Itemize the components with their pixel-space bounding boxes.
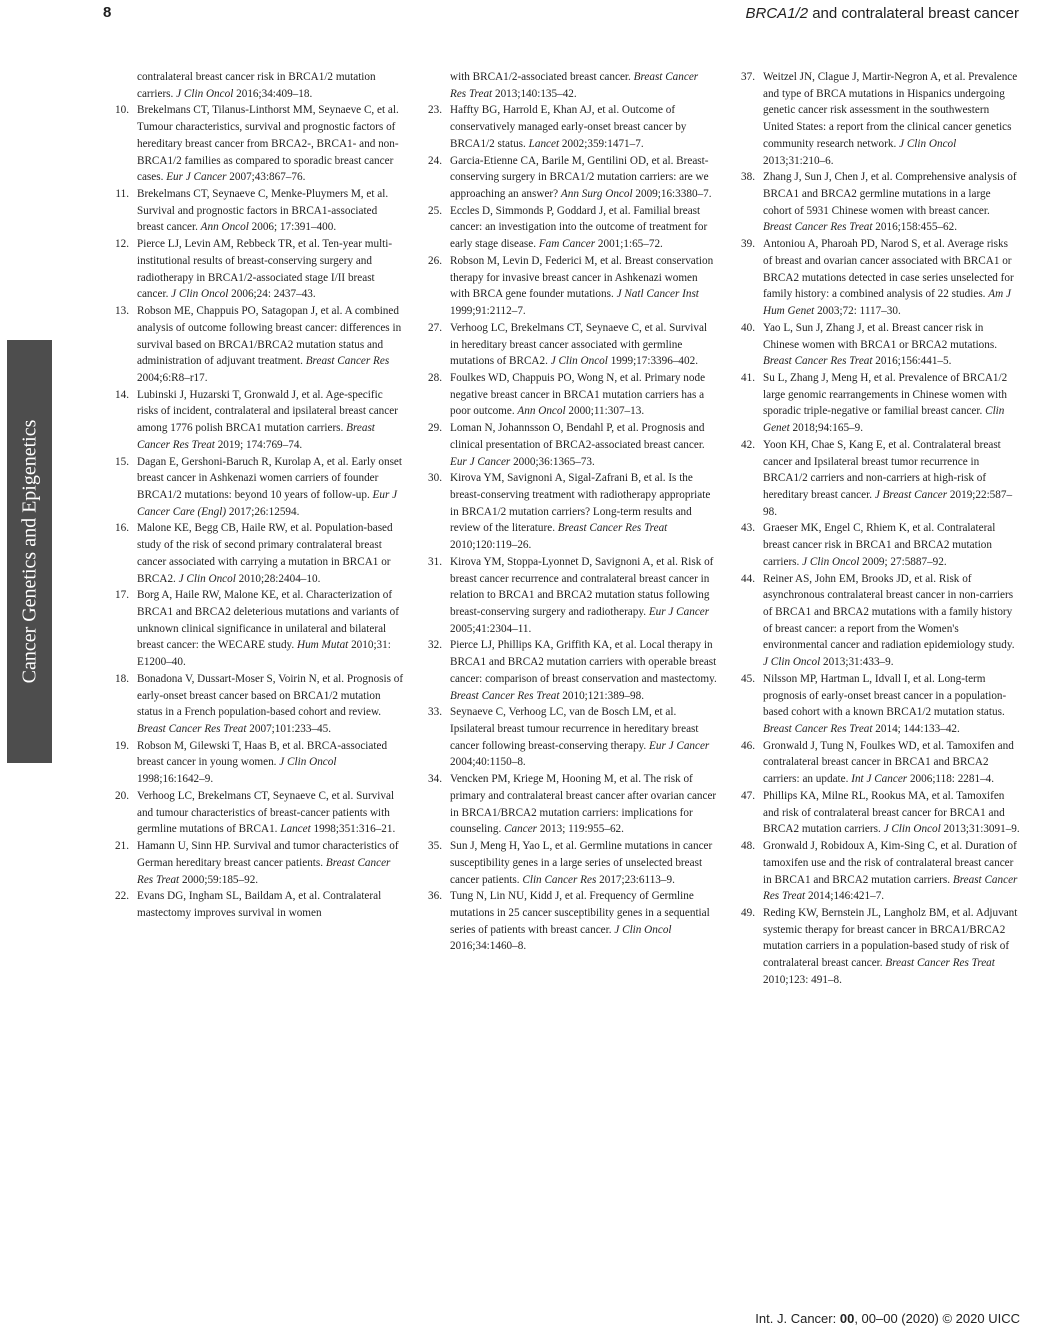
reference-entry (103, 69, 404, 102)
reference-entry (729, 571, 1020, 671)
reference-number: 33. (428, 706, 442, 719)
references-column-2 (416, 69, 717, 955)
reference-volume-pages: 2001;1:65–72. (595, 238, 663, 251)
reference-journal: Clin Genet (763, 405, 1005, 435)
reference-journal: Fam Cancer (538, 238, 596, 251)
reference-journal: J Clin Oncol (178, 572, 236, 585)
reference-number: 48. (741, 840, 755, 853)
reference-authors-title: Hamann U, Sinn HP. Survival and tumor characteristics of German hereditary breast cancer patients. (137, 840, 399, 869)
reference-volume-pages: 2000;36:1365–73. (510, 455, 595, 468)
reference-volume-pages: 2000;59:185–92. (179, 873, 259, 886)
reference-text (129, 186, 404, 236)
reference-authors-title: Robson M, Gilewski T, Haas B, et al. BRCA-associated breast cancer in young women. (137, 739, 388, 769)
reference-journal: Breast Cancer Res Treat (763, 723, 873, 736)
reference-authors-title: Kirova YM, Savignoni A, Sigal-Zafrani B, et al. Is the breast-conserving treatment with radiotherapy appropriate in BRCA1/2 mutation carriers? Long-term results and review of the literature. (450, 472, 711, 535)
reference-number: 38. (741, 171, 755, 184)
reference-volume-pages: 2010;121:389–98. (559, 689, 645, 702)
reference-authors-title: Eccles D, Simmonds P, Goddard J, et al. Familial breast cancer: an investigation into the outcome of treatment for early stage disease. (450, 204, 708, 251)
reference-journal: J Clin Oncol (279, 756, 337, 769)
reference-number: 29. (428, 422, 442, 435)
reference-text (442, 102, 717, 152)
running-head-gene: BRCA1/2 (745, 5, 809, 22)
reference-text (129, 454, 404, 521)
reference-volume-pages: 2013;140:135–42. (492, 87, 577, 100)
reference-volume-pages: 2009;16:3380–7. (632, 188, 712, 201)
reference-number: 15. (115, 455, 129, 468)
reference-authors-title: Pierce LJ, Phillips KA, Griffith KA, et al. Local therapy in BRCA1 and BRCA2 mutation carriers with operable breast cancer: comparison of breast conservation and mastectomy. (450, 639, 717, 685)
reference-authors-title: Evans DG, Ingham SL, Baildam A, et al. Contralateral mastectomy improves survival in women (137, 890, 382, 919)
reference-volume-pages: 1999;17:3396–402. (607, 355, 699, 368)
reference-volume-pages: 2004;40:1150–8. (450, 756, 526, 769)
reference-number: 27. (428, 321, 442, 334)
reference-entry (729, 838, 1020, 905)
reference-entry (729, 671, 1020, 738)
reference-journal: Eur J Cancer (450, 455, 511, 468)
reference-entry (416, 470, 717, 554)
reference-entry (103, 738, 404, 788)
reference-journal: J Clin Oncol (550, 355, 608, 368)
reference-volume-pages: 2010;28:2404–10. (235, 572, 321, 585)
reference-entry (729, 738, 1020, 788)
reference-entry (416, 69, 717, 102)
reference-authors-title: Yoon KH, Chae S, Kang E, et al. Contralateral breast cancer and Ipsilateral breast tumor recurrence in BRCA1/2 carriers and non-carriers at high-risk of hereditary breast cancer. (763, 438, 1001, 501)
reference-entry (729, 788, 1020, 838)
reference-volume-pages: 2019; 174:769–74. (214, 438, 303, 451)
reference-entry (416, 320, 717, 370)
footer-volume: 00 (839, 1311, 855, 1326)
reference-entry (103, 236, 404, 303)
reference-journal: Ann Oncol (517, 405, 566, 418)
reference-volume-pages: 2016;34:1460–8. (450, 940, 527, 953)
reference-entry (729, 169, 1020, 236)
reference-journal: Breast Cancer Res Treat (137, 422, 375, 451)
reference-text (129, 671, 404, 738)
reference-volume-pages: 2013; 119:955–62. (537, 823, 624, 836)
reference-journal: Eur J Cancer (166, 171, 227, 184)
reference-number: 41. (741, 371, 755, 384)
reference-authors-title: Nilsson MP, Hartman L, Idvall I, et al. Long-term prognosis of early-onset breast cancer in a population-based cohort with a known BRCA1/2 mutation status. (763, 672, 1007, 719)
reference-number: 24. (428, 154, 442, 167)
reference-journal: Breast Cancer Res (305, 355, 390, 368)
reference-text (442, 370, 717, 420)
reference-authors-title: Su L, Zhang J, Meng H, et al. Prevalence of BRCA1/2 large genomic rearrangements in Chinese women with sporadic triple-negative or familial breast cancer. (763, 371, 1008, 418)
reference-volume-pages: 2016;156:441–5. (872, 355, 952, 368)
reference-journal: J Breast Cancer (874, 488, 948, 501)
reference-authors-title: contralateral breast cancer risk in BRCA1/2 mutation carriers. (137, 71, 376, 100)
reference-authors-title: Graeser MK, Engel C, Rhiem K, et al. Contralateral breast cancer risk in BRCA1 and BRCA2 mutation carriers. (763, 522, 996, 568)
reference-journal: J Clin Oncol (899, 137, 957, 150)
reference-volume-pages: 2013;31:3091–9. (940, 823, 1020, 836)
reference-journal: J Clin Oncol (763, 656, 821, 669)
reference-text (755, 905, 1020, 989)
reference-authors-title: Robson M, Levin D, Federici M, et al. Breast conservation therapy for invasive breast cancer in Ashkenazi women with BRCA gene founder mutations. (450, 254, 714, 301)
reference-number: 12. (115, 238, 129, 251)
reference-number: 14. (115, 388, 129, 401)
reference-entry (416, 888, 717, 955)
references-column-1 (103, 69, 404, 922)
reference-number: 42. (741, 438, 755, 451)
reference-journal: Breast Cancer Res Treat (763, 873, 1018, 903)
reference-authors-title: Yao L, Sun J, Zhang J, et al. Breast cancer risk in Chinese women with BRCA1 or BRCA2 mutations. (763, 321, 998, 351)
reference-number: 10. (115, 104, 129, 117)
reference-entry (416, 102, 717, 152)
reference-text (129, 387, 404, 454)
reference-authors-title: Pierce LJ, Levin AM, Rebbeck TR, et al. Ten-year multi-institutional results of breast-conserving surgery and radiotherapy in BRCA1/2-associated stage I/II breast cancer. (137, 238, 393, 301)
reference-journal: Cancer (504, 823, 538, 836)
reference-entry (103, 888, 404, 921)
reference-authors-title: Verhoog LC, Brekelmans CT, Seynaeve C, et al. Survival in hereditary breast cancer associated with germline mutations of BRCA2. (450, 321, 708, 368)
reference-text (755, 788, 1020, 838)
reference-entry (103, 838, 404, 888)
reference-text (755, 370, 1020, 437)
reference-authors-title: Reiner AS, John EM, Brooks JD, et al. Risk of asynchronous contralateral breast cancer in non-carriers of BRCA1 and BRCA2 mutations with a family history of breast cancer: a report from the Women's environmental cancer and radiation epidemiology study. (763, 572, 1015, 652)
reference-journal: Eur J Cancer (649, 739, 710, 752)
reference-number: 17. (115, 589, 129, 602)
reference-number: 25. (428, 204, 442, 217)
reference-entry (729, 320, 1020, 370)
reference-journal: J Natl Cancer Inst (616, 288, 699, 301)
reference-authors-title: Kirova YM, Stoppa-Lyonnet D, Savignoni A, et al. Risk of breast cancer recurrence and contralateral breast cancer in relation to BRCA1 and BRCA2 mutation status following breast-conserving surgery and radiotherapy. (450, 555, 714, 618)
reference-journal: Breast Cancer Res Treat (763, 355, 873, 368)
reference-text (442, 704, 717, 771)
reference-text (129, 303, 404, 387)
reference-volume-pages: 2007;101:233–45. (246, 723, 332, 736)
page-footer (755, 1311, 1020, 1326)
reference-number: 31. (428, 555, 442, 568)
reference-text (442, 888, 717, 955)
reference-text (755, 69, 1020, 169)
reference-journal: Ann Oncol (200, 221, 249, 234)
reference-text (442, 637, 717, 704)
reference-text (442, 838, 717, 888)
reference-number: 35. (428, 840, 442, 853)
reference-authors-title: Dagan E, Gershoni-Baruch R, Kurolap A, et al. Early onset breast cancer in Ashkenazi women carriers of founder BRCA1/2 mutations: beyond 10 years of follow-up. (137, 455, 403, 501)
reference-entry (416, 370, 717, 420)
reference-journal: Breast Cancer Res Treat (137, 856, 391, 886)
reference-text (755, 236, 1020, 320)
reference-text (755, 437, 1020, 521)
reference-volume-pages: 2016;158:455–62. (872, 221, 958, 234)
reference-text (442, 320, 717, 370)
reference-number: 46. (741, 739, 755, 752)
reference-number: 37. (741, 71, 755, 83)
reference-authors-title: Garcia-Etienne CA, Barile M, Gentilini OD, et al. Breast-conserving surgery in BRCA1/2 mutation carriers: are we approaching an answer? (450, 154, 709, 201)
reference-entry (729, 437, 1020, 521)
reference-journal: J Clin Oncol (883, 823, 941, 836)
reference-volume-pages: 2000;11:307–13. (565, 405, 645, 418)
reference-text (129, 888, 404, 921)
reference-authors-title: Robson ME, Chappuis PO, Satagopan J, et al. A combined analysis of outcome following breast cancer: differences in survival based on BRCA1/BRCA2 mutation status and administration of adjuvant treatment. (137, 305, 402, 368)
reference-authors-title: Brekelmans CT, Tilanus-Linthorst MM, Seynaeve C, et al. Tumour characteristics, survival and prognostic factors of hereditary breast cancer from BRCA2-, BRCA1- and non-BRCA1/2 families as compared to sporadic breast cancer cases. (137, 104, 399, 184)
reference-volume-pages: 2010;120:119–26. (450, 539, 532, 552)
reference-text (755, 320, 1020, 370)
reference-number: 30. (428, 472, 442, 485)
reference-journal: Int J Cancer (851, 773, 908, 786)
section-side-tab-label: Cancer Genetics and Epigenetics (18, 419, 40, 684)
reference-text (442, 554, 717, 638)
reference-text (755, 838, 1020, 905)
reference-volume-pages: 2005;41:2304–11. (450, 622, 532, 635)
reference-number: 39. (741, 238, 755, 251)
reference-volume-pages: 2003;72: 1117–30. (814, 305, 901, 318)
reference-number: 47. (741, 789, 755, 802)
reference-entry (729, 370, 1020, 437)
reference-text (442, 771, 717, 838)
reference-journal: Eur J Cancer Care (Engl) (137, 488, 398, 518)
reference-text (129, 788, 404, 838)
reference-text (129, 838, 404, 888)
reference-authors-title: Tung N, Lin NU, Kidd J, et al. Frequency of Germline mutations in 25 cancer susceptibility genes in a sequential series of patients with breast cancer. (450, 890, 710, 936)
reference-number: 23. (428, 104, 442, 117)
reference-journal: J Clin Oncol (171, 288, 229, 301)
reference-text (442, 153, 717, 203)
reference-entry (729, 520, 1020, 570)
footer-citation: , 00–00 (2020) © 2020 UICC (854, 1311, 1020, 1326)
reference-text (755, 571, 1020, 671)
reference-authors-title: Zhang J, Sun J, Chen J, et al. Comprehensive analysis of BRCA1 and BRCA2 germline mutations in a large cohort of 5931 Chinese women with breast cancer. (763, 171, 1017, 217)
reference-authors-title: Sun J, Meng H, Yao L, et al. Germline mutations in cancer susceptibility genes in a large series of unselected breast cancer patients. (450, 840, 713, 886)
reference-volume-pages: 2014;146:421–7. (805, 890, 885, 903)
reference-number: 32. (428, 639, 442, 652)
reference-authors-title: Brekelmans CT, Seynaeve C, Menke-Pluymers M, et al. Survival and prognostic factors in BRCA1-associated breast cancer. (137, 188, 389, 234)
reference-entry (103, 671, 404, 738)
reference-entry (416, 838, 717, 888)
reference-journal: J Clin Oncol (614, 923, 672, 936)
reference-volume-pages: 2006;118: 2281–4. (907, 773, 995, 786)
reference-authors-title: Antoniou A, Pharoah PD, Narod S, et al. Average risks of breast and ovarian cancer associated with BRCA1 or BRCA2 mutations detected in case series unselected for family history: a combined analysis of 22 studies. (763, 238, 1014, 301)
reference-volume-pages: 2010;123: 491–8. (763, 973, 842, 986)
reference-authors-title: Verhoog LC, Brekelmans CT, Seynaeve C, et al. Survival and tumour characteristics of breast-cancer patients with germline mutations of BRCA1. (137, 789, 395, 836)
reference-authors-title: Gronwald J, Robidoux A, Kim-Sing C, et al. Duration of tamoxifen use and the risk of contralateral breast cancer in BRCA1 and BRCA2 mutation carriers. (763, 840, 1017, 886)
reference-text (129, 520, 404, 587)
reference-entry (103, 102, 404, 186)
reference-entry (416, 420, 717, 470)
reference-text (442, 203, 717, 253)
reference-journal: Am J Hum Genet (763, 288, 1011, 318)
reference-journal: Lancet (528, 137, 560, 150)
reference-number: 43. (741, 522, 755, 535)
reference-number: 34. (428, 773, 442, 786)
running-head (746, 5, 1019, 22)
reference-journal: Breast Cancer Res Treat (557, 522, 668, 535)
reference-volume-pages: 2002;359:1471–7. (559, 137, 644, 150)
reference-text (755, 671, 1020, 738)
references-column-3 (729, 69, 1020, 989)
reference-text (755, 169, 1020, 236)
reference-authors-title: Reding KW, Bernstein JL, Langholz BM, et al. Adjuvant systemic therapy for breast cancer in BRCA1/BRCA2 mutation carriers in a population-based study of risk of contralateral breast cancer. (763, 906, 1018, 970)
reference-journal: Eur J Cancer (648, 606, 710, 618)
reference-volume-pages: 2004;6:R8–r17. (137, 371, 208, 384)
reference-text (442, 420, 717, 470)
running-head-title: and contralateral breast cancer (808, 5, 1019, 22)
reference-volume-pages: 2019;22:587–98. (763, 488, 1013, 518)
reference-authors-title: Seynaeve C, Verhoog LC, van de Bosch LM, et al. Ipsilateral breast tumour recurrence in hereditary breast cancer following breast-conserving therapy. (450, 706, 699, 752)
reference-journal: J Clin Oncol (802, 555, 860, 568)
reference-number: 28. (428, 371, 442, 384)
reference-entry (729, 69, 1020, 169)
reference-volume-pages: 2014; 144:133–42. (872, 723, 960, 736)
reference-volume-pages: 2010;31: E1200–40. (137, 639, 391, 669)
reference-authors-title: Foulkes WD, Chappuis PO, Wong N, et al. Primary node negative breast cancer in BRCA1 mutation carriers has a poor outcome. (450, 371, 706, 418)
reference-authors-title: Weitzel JN, Clague J, Martir-Negron A, et al. Prevalence and type of BRCA mutations in Hispanics undergoing genetic cancer risk assessment in the southwestern United States: a report from the clinical cancer genetics community research network. (763, 71, 1018, 150)
reference-entry (416, 771, 717, 838)
reference-number: 45. (741, 672, 755, 685)
reference-volume-pages: 1998;351:316–21. (310, 823, 396, 836)
reference-text (755, 738, 1020, 788)
reference-number: 36. (428, 890, 442, 903)
reference-volume-pages: 2007;43:867–76. (226, 171, 306, 184)
reference-authors-title: Loman N, Johannsson O, Bendahl P, et al. Prognosis and clinical presentation of BRCA2-associated breast cancer. (450, 422, 705, 451)
reference-volume-pages: 2017;23:6113–9. (596, 873, 675, 886)
reference-journal: Breast Cancer Res Treat (137, 723, 247, 736)
reference-journal: Clin Cancer Res (522, 873, 597, 886)
reference-journal: Breast Cancer Res Treat (763, 221, 873, 234)
reference-journal: Ann Surg Oncol (560, 188, 633, 201)
reference-text (416, 69, 717, 102)
reference-volume-pages: 2017;26:12594. (226, 505, 300, 518)
reference-journal: Breast Cancer Res Treat (450, 71, 699, 100)
reference-volume-pages: 2013;31:210–6. (763, 154, 834, 167)
reference-number: 18. (115, 672, 129, 685)
reference-authors-title: Malone KE, Begg CB, Haile RW, et al. Population-based study of the risk of second primary contralateral breast cancer associated with carrying a mutation in BRCA1 or BRCA2. (137, 522, 393, 585)
reference-text (103, 69, 404, 102)
reference-number: 44. (741, 572, 755, 585)
reference-entry (103, 387, 404, 454)
reference-number: 22. (115, 890, 129, 903)
reference-entry (103, 186, 404, 236)
reference-number: 13. (115, 305, 129, 318)
reference-entry (416, 153, 717, 203)
reference-journal: Breast Cancer Res Treat (885, 957, 995, 970)
reference-text (442, 470, 717, 554)
reference-volume-pages: 2013;31:433–9. (820, 656, 894, 669)
reference-volume-pages: 2018;94:165–9. (789, 422, 864, 435)
reference-volume-pages: 2006; 17:391–400. (248, 221, 337, 234)
footer-journal: Int. J. Cancer: (755, 1311, 840, 1326)
reference-journal: Lancet (280, 823, 311, 836)
reference-text (129, 102, 404, 186)
reference-entry (416, 637, 717, 704)
reference-journal: Breast Cancer Res Treat (450, 689, 560, 702)
reference-text (442, 253, 717, 320)
reference-authors-title: with BRCA1/2-associated breast cancer. (450, 71, 634, 83)
reference-text (755, 520, 1020, 570)
reference-text (129, 587, 404, 671)
reference-volume-pages: 2009; 27:5887–92. (859, 555, 947, 568)
reference-authors-title: Vencken PM, Kriege M, Hooning M, et al. The risk of primary and contralateral breast cancer after ovarian cancer in BRCA1/BRCA2 mutation carriers: implications for counseling. (450, 773, 717, 836)
reference-entry (103, 520, 404, 587)
reference-journal: Hum Mutat (297, 639, 349, 652)
reference-entry (416, 554, 717, 638)
section-side-tab (7, 340, 52, 763)
reference-volume-pages: 1998;16:1642–9. (137, 773, 214, 786)
reference-number: 16. (115, 522, 129, 535)
reference-number: 26. (428, 254, 442, 267)
page-number: 8 (103, 4, 112, 21)
reference-text (129, 236, 404, 303)
reference-authors-title: Lubinski J, Huzarski T, Gronwald J, et al. Age-specific risks of incident, contralateral and ipsilateral breast cancer among 1776 polish BRCA1 mutation carriers. (137, 388, 398, 435)
reference-entry (416, 203, 717, 253)
reference-entry (729, 236, 1020, 320)
reference-volume-pages: 2006;24: 2437–43. (228, 288, 316, 301)
reference-authors-title: Bonadona V, Dussart-Moser S, Voirin N, et al. Prognosis of early-onset breast cancer based on BRCA1/2 mutation status in a French population-based cohort and review. (137, 672, 404, 719)
reference-entry (103, 587, 404, 671)
reference-authors-title: Haffty BG, Harrold E, Khan AJ, et al. Outcome of conservatively managed early-onset breast cancer by BRCA1/2 status. (450, 104, 687, 150)
reference-number: 20. (115, 789, 129, 802)
reference-number: 21. (115, 840, 129, 853)
reference-authors-title: Borg A, Haile RW, Malone KE, et al. Characterization of BRCA1 and BRCA2 deleterious mutations and variants of unknown clinical significance in unilateral and bilateral breast cancer: the WECARE study. (137, 589, 399, 652)
reference-number: 19. (115, 739, 129, 752)
reference-journal: J Clin Oncol (176, 87, 234, 100)
reference-volume-pages: 2016;34:409–18. (233, 87, 313, 100)
reference-number: 49. (741, 906, 755, 919)
reference-number: 11. (115, 188, 129, 201)
reference-entry (416, 253, 717, 320)
reference-entry (729, 905, 1020, 989)
reference-entry (103, 454, 404, 521)
reference-entry (103, 788, 404, 838)
reference-text (129, 738, 404, 788)
reference-volume-pages: 1999;91:2112–7. (450, 305, 526, 318)
reference-authors-title: Gronwald J, Tung N, Foulkes WD, et al. Tamoxifen and contralateral breast cancer in BRCA1 and BRCA2 carriers: an update. (763, 739, 1014, 786)
reference-entry (416, 704, 717, 771)
reference-authors-title: Phillips KA, Milne RL, Rookus MA, et al. Tamoxifen and risk of contralateral breast cancer for BRCA1 and BRCA2 mutation carriers. (763, 789, 1005, 836)
reference-entry (103, 303, 404, 387)
reference-number: 40. (741, 321, 755, 334)
